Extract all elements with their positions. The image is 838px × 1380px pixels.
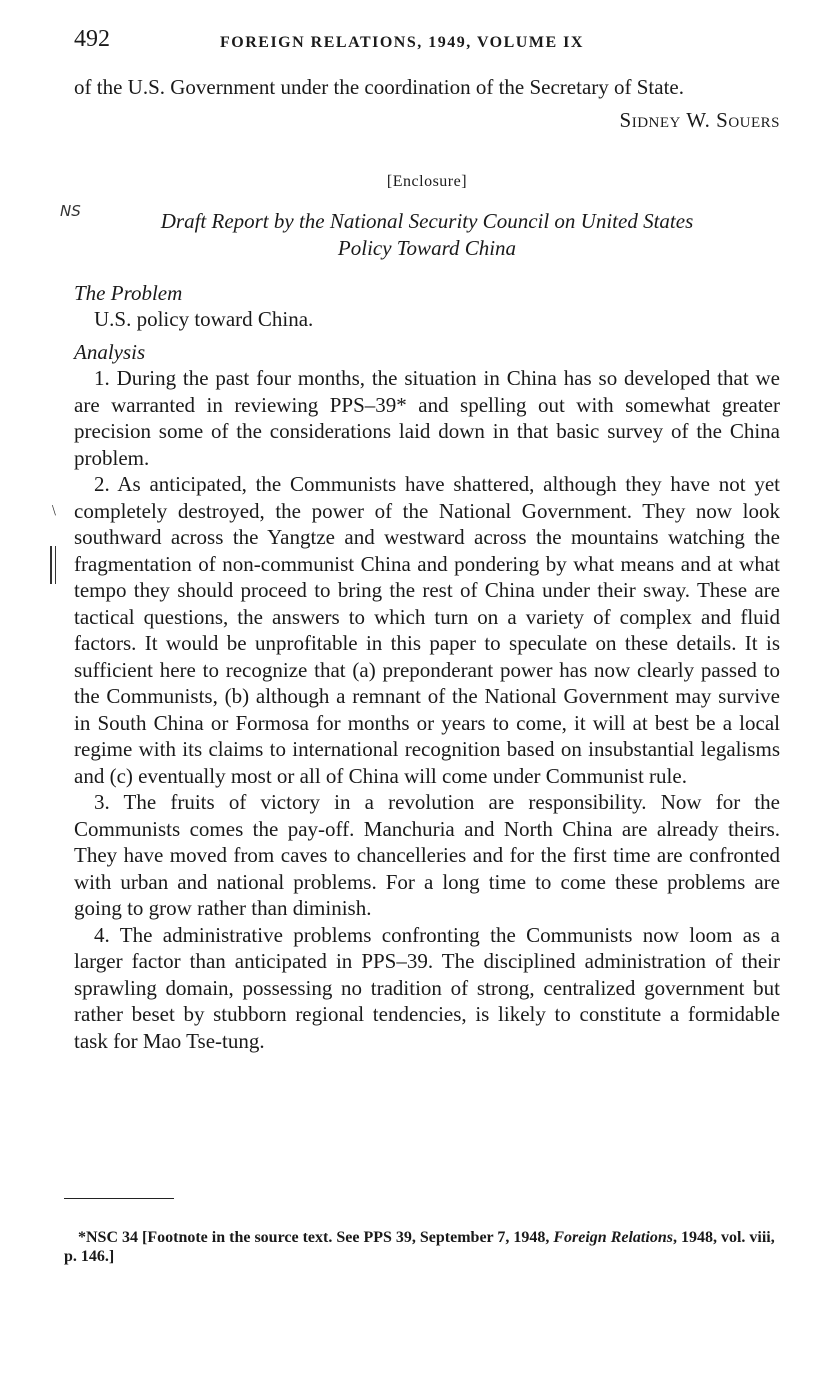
running-head: FOREIGN RELATIONS, 1949, VOLUME IX xyxy=(220,34,584,51)
page-number: 492 xyxy=(74,26,110,52)
analysis-paragraph-3: 3. The fruits of victory in a revolution are responsibility. Now for the Communists comes the pay-off. Manchuria and North China are already theirs. They have moved from caves to chancelleries and for the first time are confronted with urban and national problems. For a long time to come these problems are going to grow rather than diminish. xyxy=(74,790,780,920)
footnote-divider xyxy=(64,1198,174,1199)
analysis-paragraph-1: 1. During the past four months, the situation in China has so developed that we are warranted in reviewing PPS–39* and spelling out with somewhat greater precision some of the considerations laid down in that basic survey of the China problem. xyxy=(74,366,780,470)
document-body xyxy=(74,74,780,1054)
footnote-text-after: , 1948, vol. viii, p. 146.] xyxy=(64,1229,775,1265)
report-title-line2: Policy Toward China xyxy=(337,235,517,260)
analysis-paragraph-2: 2. As anticipated, the Communists have shattered, although they have not yet completely destroyed, the power of the National Government. They now look southward across the Yangtze and westward across the mountains watching the fragmentation of non-communist China and pondering by what means and at what tempo they should proceed to bring the rest of China under their sway. These are tactical questions, the answers to which turn on a variety of complex and fluid factors. It would be unprofitable in this paper to speculate on these details. It is sufficient here to recognize that (a) preponderant power has now clearly passed to the Communists, (b) although a remnant of the National Government may survive in South China or Formosa for months or years to come, it will at best be a local regime with its claims to international recognition based on insubstantial legalisms and (c) eventually most or all of China will come under Communist rule. xyxy=(74,472,780,788)
footnote-italic: Foreign Relations xyxy=(553,1229,673,1246)
report-title-line1: Draft Report by the National Security Council on United States xyxy=(160,208,694,233)
analysis-paragraph-4: 4. The administrative problems confronting the Communists now loom as a larger factor than anticipated in PPS–39. The disciplined administration of their sprawling domain, possessing no tradition of strong, centralized government but rather beset by stubborn regional tendencies, is likely to constitute a formidable task for Mao Tse-tung. xyxy=(74,922,780,1053)
signature: Sidney W. Souers xyxy=(619,107,780,132)
enclosure-label: [Enclosure] xyxy=(386,173,468,190)
section-heading-problem: The Problem xyxy=(74,280,183,305)
footnote-text-before: *NSC 34 [Footnote in the source text. See PPS 39, September 7, 1948, xyxy=(78,1229,554,1246)
margin-bracket-mark xyxy=(50,546,56,584)
problem-text: U.S. policy toward China. xyxy=(94,307,314,331)
intro-text: of the U.S. Government under the coordination of the Secretary of State. xyxy=(74,75,684,99)
report-title xyxy=(74,208,780,262)
margin-tick-mark: ﹨ xyxy=(46,499,63,518)
footnote xyxy=(64,1228,780,1266)
section-heading-analysis: Analysis xyxy=(74,339,146,364)
page-header xyxy=(74,26,780,60)
margin-initials: NS xyxy=(60,202,81,220)
